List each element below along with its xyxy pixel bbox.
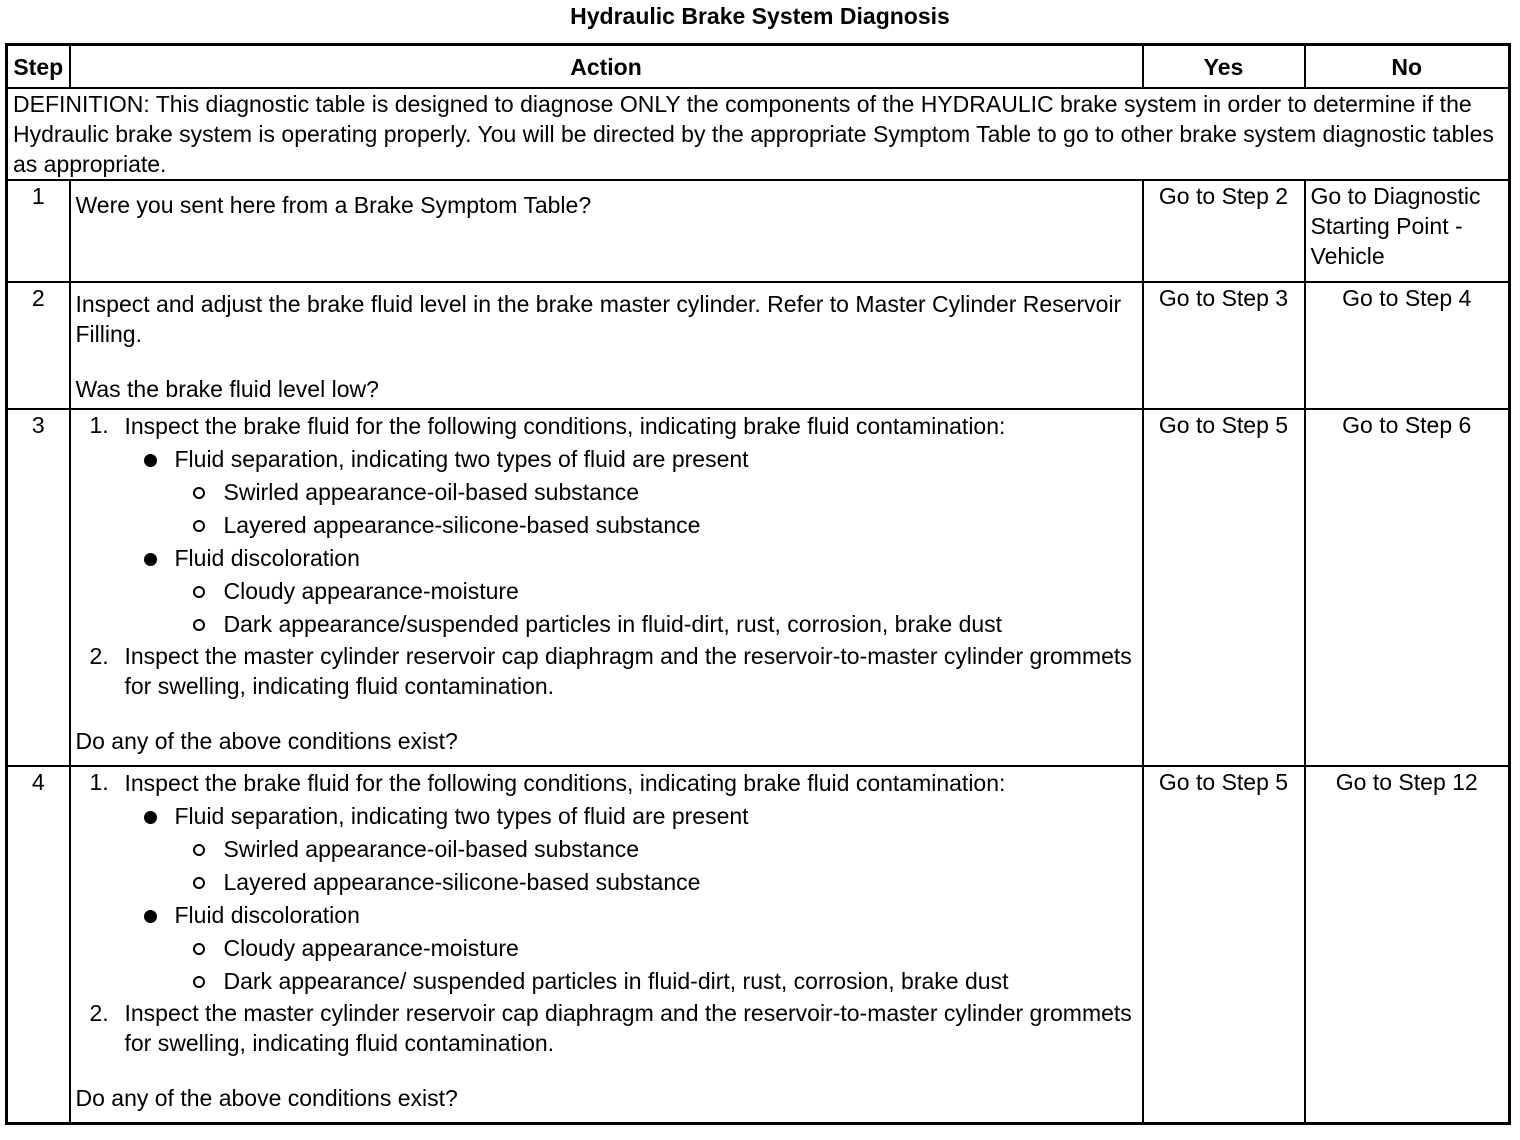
sub-bullet-list — [175, 833, 1137, 899]
no-result: Go to Diagnostic Starting Point - Vehicle — [1305, 180, 1510, 282]
sub-bullet-item: Layered appearance-silicone-based substance — [175, 509, 1137, 542]
item-number: 1. — [89, 769, 109, 795]
bullet-list — [125, 443, 1137, 641]
action-cell — [70, 409, 1143, 766]
no-result: Go to Step 6 — [1305, 409, 1510, 766]
header-no: No — [1305, 45, 1510, 89]
action-cell — [70, 180, 1143, 282]
diagnosis-table — [5, 43, 1511, 1125]
bullet-item — [125, 443, 1137, 542]
step-number: 3 — [7, 409, 70, 766]
step-number: 4 — [7, 766, 70, 1123]
bullet-item — [125, 800, 1137, 899]
definition-text: DEFINITION: This diagnostic table is designed to diagnose ONLY the components of the HYDRAULIC brake system in order to determine if the Hydraulic brake system is operating properly. You will be directed by the appropriate Symptom Table to go to other brake system diagnostic tables as appropriate. — [7, 88, 1510, 180]
bullet-item — [125, 542, 1137, 641]
sub-bullet-item: Cloudy appearance-moisture — [175, 575, 1137, 608]
header-yes: Yes — [1143, 45, 1305, 89]
bullet-text: Fluid separation, indicating two types of fluid are present — [174, 446, 749, 472]
bullet-text: Fluid discoloration — [174, 545, 360, 571]
action-cell — [70, 766, 1143, 1123]
yes-result: Go to Step 3 — [1143, 282, 1305, 409]
bullet-item — [125, 899, 1137, 998]
sub-bullet-item: Layered appearance-silicone-based substance — [175, 866, 1137, 899]
list-item — [76, 767, 1137, 998]
item-text: Inspect the brake fluid for the following conditions, indicating brake fluid contamination: — [124, 770, 1006, 796]
header-action: Action — [70, 45, 1143, 89]
yes-result: Go to Step 5 — [1143, 766, 1305, 1123]
list-item — [76, 998, 1137, 1058]
sub-bullet-list — [175, 575, 1137, 641]
step-row-1 — [7, 180, 1510, 282]
bullet-text: Fluid discoloration — [174, 902, 360, 928]
header-row — [7, 45, 1510, 89]
action-text: Inspect and adjust the brake fluid level in the brake master cylinder. Refer to Master Cylinder Reservoir Filling. — [75, 291, 1122, 347]
list-item — [76, 641, 1137, 701]
step-row-3 — [7, 409, 1510, 766]
item-number: 2. — [89, 643, 109, 669]
item-number: 2. — [89, 1000, 109, 1026]
bullet-text: Fluid separation, indicating two types of fluid are present — [174, 803, 749, 829]
sub-bullet-item: Cloudy appearance-moisture — [175, 932, 1137, 965]
sub-bullet-item: Dark appearance/ suspended particles in fluid-dirt, rust, corrosion, brake dust — [175, 965, 1137, 998]
yes-result: Go to Step 2 — [1143, 180, 1305, 282]
sub-bullet-item: Swirled appearance-oil-based substance — [175, 476, 1137, 509]
list-item — [76, 410, 1137, 641]
question-text: Do any of the above conditions exist? — [75, 1085, 458, 1111]
question-text: Do any of the above conditions exist? — [75, 728, 458, 754]
header-step: Step — [7, 45, 70, 89]
item-text: Inspect the master cylinder reservoir cap diaphragm and the reservoir-to-master cylinder grommets for swelling, indicating fluid contamination. — [124, 643, 1132, 699]
step-row-4 — [7, 766, 1510, 1123]
yes-result: Go to Step 5 — [1143, 409, 1305, 766]
question-text: Were you sent here from a Brake Symptom Table? — [75, 192, 592, 218]
item-text: Inspect the brake fluid for the following conditions, indicating brake fluid contamination: — [124, 413, 1006, 439]
numbered-list — [76, 410, 1137, 701]
step-number: 1 — [7, 180, 70, 282]
page-title: Hydraulic Brake System Diagnosis — [570, 3, 950, 29]
sub-bullet-list — [175, 932, 1137, 998]
item-text: Inspect the master cylinder reservoir cap diaphragm and the reservoir-to-master cylinder grommets for swelling, indicating fluid contamination. — [124, 1000, 1132, 1056]
action-cell — [70, 282, 1143, 409]
sub-bullet-item: Dark appearance/suspended particles in fluid-dirt, rust, corrosion, brake dust — [175, 608, 1137, 641]
item-number: 1. — [89, 412, 109, 438]
sub-bullet-list — [175, 476, 1137, 542]
step-row-2 — [7, 282, 1510, 409]
sub-bullet-item: Swirled appearance-oil-based substance — [175, 833, 1137, 866]
bullet-list — [125, 800, 1137, 998]
question-text: Was the brake fluid level low? — [75, 376, 379, 402]
no-result: Go to Step 12 — [1305, 766, 1510, 1123]
step-number: 2 — [7, 282, 70, 409]
definition-row — [7, 88, 1510, 180]
numbered-list — [76, 767, 1137, 1058]
no-result: Go to Step 4 — [1305, 282, 1510, 409]
